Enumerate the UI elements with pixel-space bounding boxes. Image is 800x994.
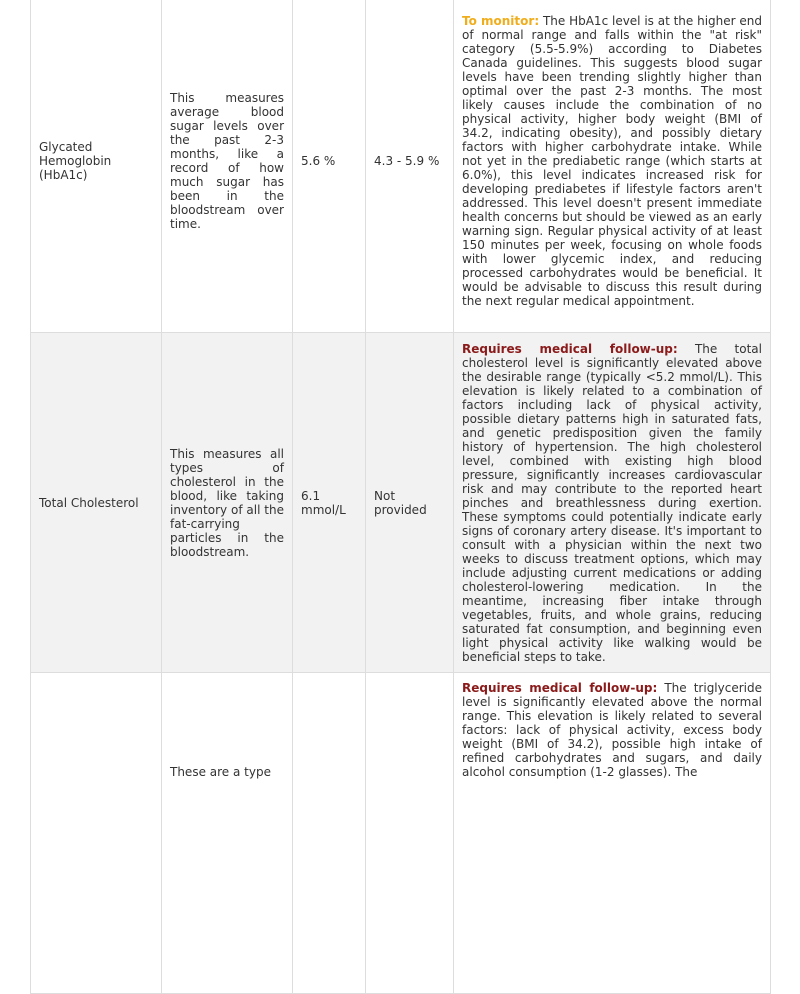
test-name-cell	[31, 673, 162, 994]
table-row	[31, 0, 771, 333]
description-cell: These are a type	[162, 673, 293, 994]
interpretation-cell	[454, 0, 771, 333]
interpretation-text: The HbA1c level is at the higher end of normal range and falls within the "at risk" category (5.5-5.9%) according to Diabetes Canada guidelines. This suggests blood sugar levels have been trending slightly higher than optimal over the past 2-3 months. The most likely causes include the combination of no physical activity, higher body weight (BMI of 34.2, indicating obesity), and possibly dietary factors with higher carbohydrate intake. While not yet in the prediabetic range (which starts at 6.0%), this level indicates increased risk for developing prediabetes if lifestyle factors aren't addressed. This level doesn't present immediate health concerns but should be viewed as an early warning sign. Regular physical activity of at least 150 minutes per week, focusing on whole foods with lower glycemic index, and reducing processed carbohydrates would be beneficial. It would be advisable to discuss this result during the next regular medical appointment.	[462, 13, 763, 308]
results-table-container	[30, 0, 770, 994]
status-label: To monitor:	[462, 13, 540, 28]
test-name-cell: Total Cholesterol	[31, 333, 162, 673]
result-cell	[293, 673, 366, 994]
test-name-cell: Glycated Hemoglobin (HbA1c)	[31, 0, 162, 333]
status-label: Requires medical follow-up:	[462, 341, 678, 356]
result-cell: 5.6 %	[293, 0, 366, 333]
results-table	[30, 0, 771, 994]
description-cell: This measures all types of cholesterol in the blood, like taking inventory of all the fat-carrying particles in the bloodstream.	[162, 333, 293, 673]
interpretation-text: The triglyceride level is significantly elevated above the normal range. This elevation is likely related to several factors: lack of physical activity, excess body weight (BMI of 34.2), possible high intake of refined carbohydrates and sugars, and daily alcohol consumption (1-2 glasses). The	[462, 681, 762, 779]
interpretation-cell	[454, 333, 771, 673]
interpretation-cell	[454, 673, 771, 994]
table-row	[31, 673, 771, 994]
reference-range-cell: 4.3 - 5.9 %	[366, 0, 454, 333]
interpretation-text: The total cholesterol level is significantly elevated above the desirable range (typically <5.2 mmol/L). This elevation is likely related to a combination of factors including lack of physical activity, possible dietary patterns high in saturated fats, and genetic predisposition given the family history of hypertension. The high cholesterol level, combined with existing high blood pressure, significantly increases cardiovascular risk and may contribute to the reported heart pinches and breathlessness during exertion. These symptoms could potentially indicate early signs of coronary artery disease. It's important to consult with a physician within the next two weeks to discuss treatment options, which may include adjusting current medications or adding cholesterol-lowering medication. In the meantime, increasing fiber intake through vegetables, fruits, and whole grains, reducing saturated fat consumption, and beginning even light physical activity like walking would be beneficial steps to take.	[462, 341, 762, 664]
reference-range-cell: Not provided	[366, 333, 454, 673]
result-cell: 6.1 mmol/L	[293, 333, 366, 673]
description-cell: This measures average blood sugar levels over the past 2-3 months, like a record of how much sugar has been in the bloodstream over time.	[162, 0, 293, 333]
reference-range-cell	[366, 673, 454, 994]
status-label: Requires medical follow-up:	[462, 681, 658, 695]
table-row	[31, 333, 771, 673]
